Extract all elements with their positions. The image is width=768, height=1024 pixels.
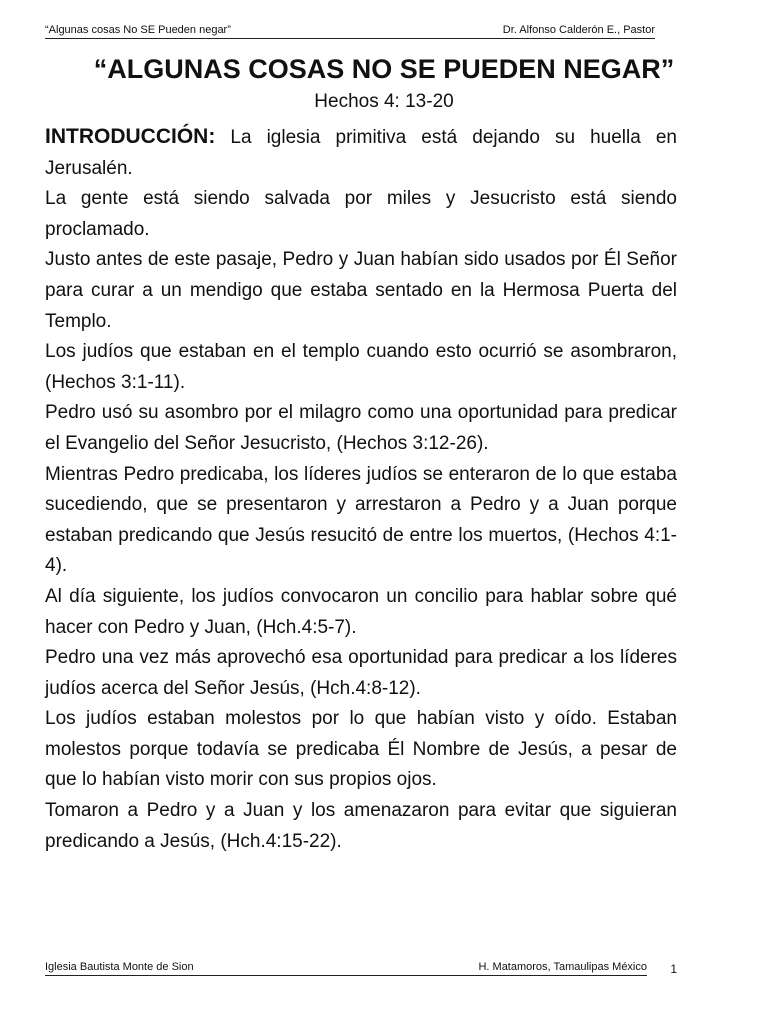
footer-location: H. Matamoros, Tamaulipas México <box>478 961 647 973</box>
body-paragraph: Los judíos estaban molestos por lo que habían visto y oído. Estaban molestos porque todavía se predicaba Él Nombre de Jesús, a pesar de que lo habían visto morir con sus propios ojos. <box>45 708 677 791</box>
footer-church-name: Iglesia Bautista Monte de Sion <box>45 961 194 973</box>
body-paragraph: La gente está siendo salvada por miles y Jesucristo está siendo proclamado. <box>45 188 677 240</box>
header-author: Dr. Alfonso Calderón E., Pastor <box>502 24 655 36</box>
intro-label: INTRODUCCIÓN: <box>45 125 216 148</box>
intro-paragraph <box>45 122 677 184</box>
sermon-title: “ALGUNAS COSAS NO SE PUEDEN NEGAR” <box>93 54 675 84</box>
body-paragraph: Pedro usó su asombro por el milagro como una oportunidad para predicar el Evangelio del Señor Jesucristo, (Hechos 3:12-26). <box>45 402 677 454</box>
scripture-reference: Hechos 4: 13-20 <box>314 91 454 112</box>
body-paragraph: Pedro una vez más aprovechó esa oportunidad para predicar a los líderes judíos acerca del Señor Jesús, (Hch.4:8-12). <box>45 647 677 699</box>
body-paragraph: Al día siguiente, los judíos convocaron un concilio para hablar sobre qué hacer con Pedro y Juan, (Hch.4:5-7). <box>45 585 677 638</box>
body-paragraph: Justo antes de este pasaje, Pedro y Juan habían sido usados por Él Señor para curar a un mendigo que estaba sentado en la Hermosa Puerta del Templo. <box>45 249 677 332</box>
body-paragraph: Mientras Pedro predicaba, los líderes judíos se enteraron de lo que estaba sucediendo, que se presentaron y arrestaron a Pedro y a Juan porque estaban predicando que Jesús resucitó de entre los muertos, (Hechos 4:1-4). <box>45 463 677 577</box>
page-number: 1 <box>670 962 677 976</box>
intro-text: La iglesia primitiva está dejando su huella en Jerusalén. <box>45 127 677 179</box>
header-document-title: “Algunas cosas No SE Pueden negar” <box>45 24 231 36</box>
sermon-body <box>45 122 677 857</box>
body-paragraph: Tomaron a Pedro y a Juan y los amenazaron para evitar que siguieran predicando a Jesús, (Hch.4:15-22). <box>45 800 677 852</box>
footer-rule <box>45 961 647 976</box>
page-footer <box>45 961 677 976</box>
page-header <box>45 18 655 39</box>
body-paragraph: Los judíos que estaban en el templo cuando esto ocurrió se asombraron, (Hechos 3:1-11). <box>45 341 677 393</box>
